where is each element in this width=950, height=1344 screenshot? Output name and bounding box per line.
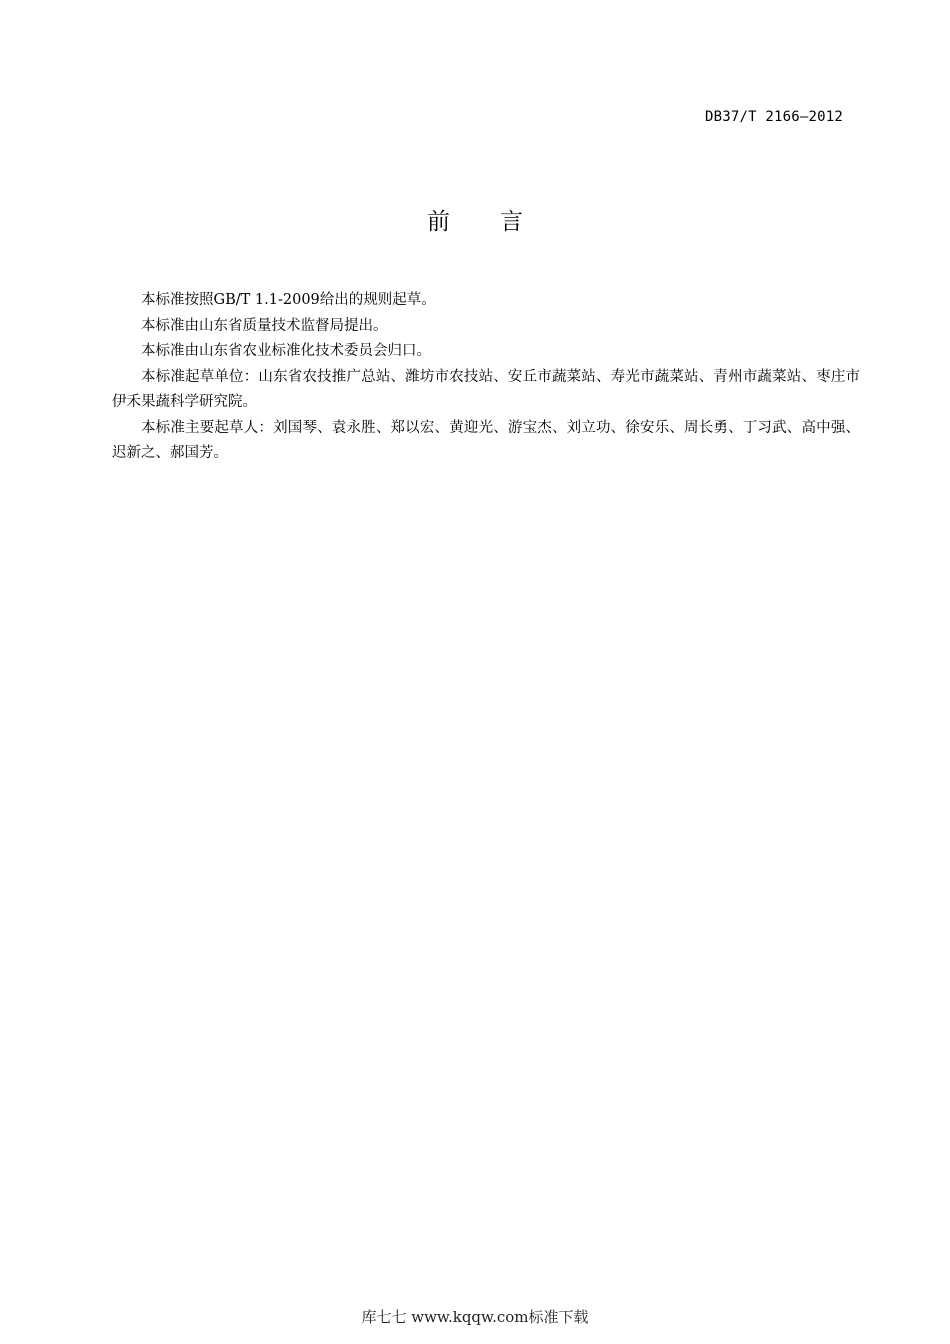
footer-watermark: 库七七 www.kqqw.com标准下载 bbox=[361, 1308, 589, 1326]
paragraph-drafting-units: 本标准起草单位：山东省农技推广总站、潍坊市农技站、安丘市蔬菜站、寿光市蔬菜站、青州市蔬菜站、枣庄市伊禾果蔬科学研究院。 bbox=[112, 368, 860, 410]
document-body bbox=[112, 288, 860, 467]
page-title: 前言 bbox=[427, 209, 573, 235]
paragraph-drafting-rules: 本标准按照GB/T 1.1-2009给出的规则起草。 bbox=[141, 292, 436, 308]
paragraph-proposer: 本标准由山东省质量技术监督局提出。 bbox=[141, 317, 388, 334]
standard-code: DB37/T 2166—2012 bbox=[704, 109, 843, 125]
paragraph-drafters: 本标准主要起草人：刘国琴、袁永胜、郑以宏、黄迎光、游宝杰、刘立功、徐安乐、周长勇、丁习武、高中强、迟新之、郝国芳。 bbox=[112, 419, 860, 461]
paragraph-responsible-committee: 本标准由山东省农业标准化技术委员会归口。 bbox=[141, 343, 431, 359]
